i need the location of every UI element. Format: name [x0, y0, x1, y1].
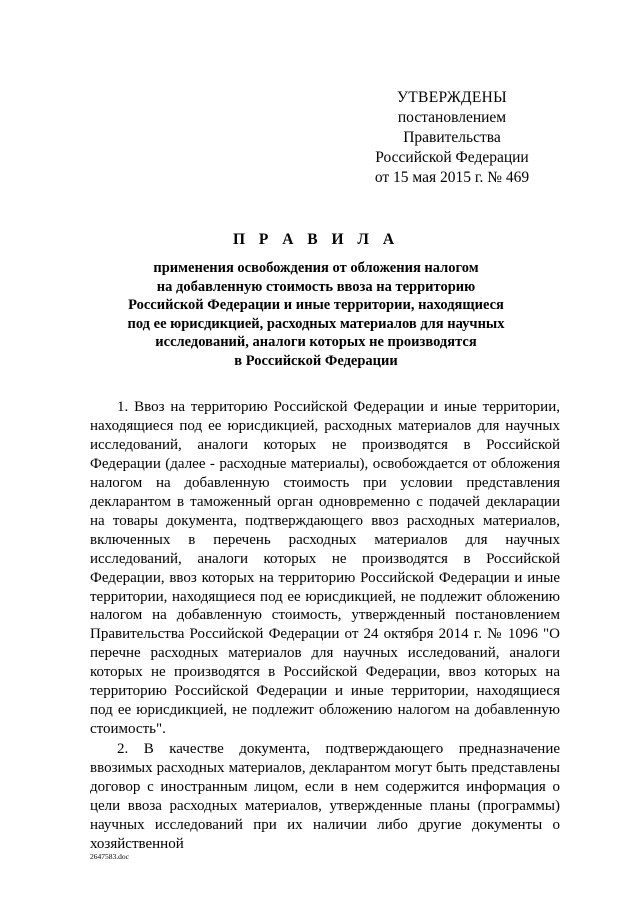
- document-heading: [92, 231, 540, 371]
- heading-line: применения освобождения от обложения налогом: [153, 260, 479, 276]
- document-file-id: 2647583.doc: [90, 852, 129, 861]
- heading-line: на добавленную стоимость ввоза на территорию: [156, 278, 476, 295]
- approval-line: Российской Федерации: [375, 149, 529, 166]
- paragraph-2: 2. В качестве документа, подтверждающего предназначение ввозимых расходных материалов, декларантом могут быть представлены договор с иностранным лицом, если в нем содержится информация о цели ввоза расходных материалов, утвержденные планы (программы) научных исследований при их наличии либо другие документы о хозяйственной: [90, 741, 560, 852]
- approval-date-number: от 15 мая 2015 г. № 469: [374, 169, 530, 186]
- paragraph-1: 1. Ввоз на территорию Российской Федерации и иные территории, находящиеся под ее юрисдикцией, расходных материалов для научных исследований, аналоги которых не производятся в Российской Федерации (далее - расходные материалы), освобождается от обложения налогом на добавленную стоимость при условии представления декларантом в таможенный орган одновременно с подачей декларации на товары документа, подтверждающего ввоз расходных материалов, включенных в перечень расходных материалов для научных исследований, аналоги которых не производятся в Российской Федерации, ввоз которых на территорию Российской Федерации и иные территории, находящиеся под ее юрисдикцией, не подлежит обложению налогом на добавленную стоимость, утвержденный постановлением Правительства Российской Федерации от 24 октября 2014 г. № 1096 "О перечне расходных материалов для научных исследований, аналоги которых не производятся в Российской Федерации, ввоз которых на территорию Российской Федерации и иные территории, находящиеся под ее юрисдикцией, не подлежит обложению налогом на добавленную стоимость".: [90, 399, 560, 738]
- heading-line: в Российской Федерации: [234, 352, 398, 369]
- approval-title: УТВЕРЖДЕНЫ: [397, 89, 507, 106]
- approval-stamp: [352, 88, 552, 188]
- heading-line: Российской Федерации и иные территории, находящиеся: [128, 297, 504, 314]
- document-title: П Р А В И Л А: [232, 231, 400, 248]
- heading-line: исследований, аналоги которых не производятся: [155, 334, 477, 351]
- approval-line: постановлением Правительства: [397, 109, 507, 146]
- heading-line: под ее юрисдикцией, расходных материалов для научных: [127, 315, 505, 332]
- document-body: [90, 398, 560, 854]
